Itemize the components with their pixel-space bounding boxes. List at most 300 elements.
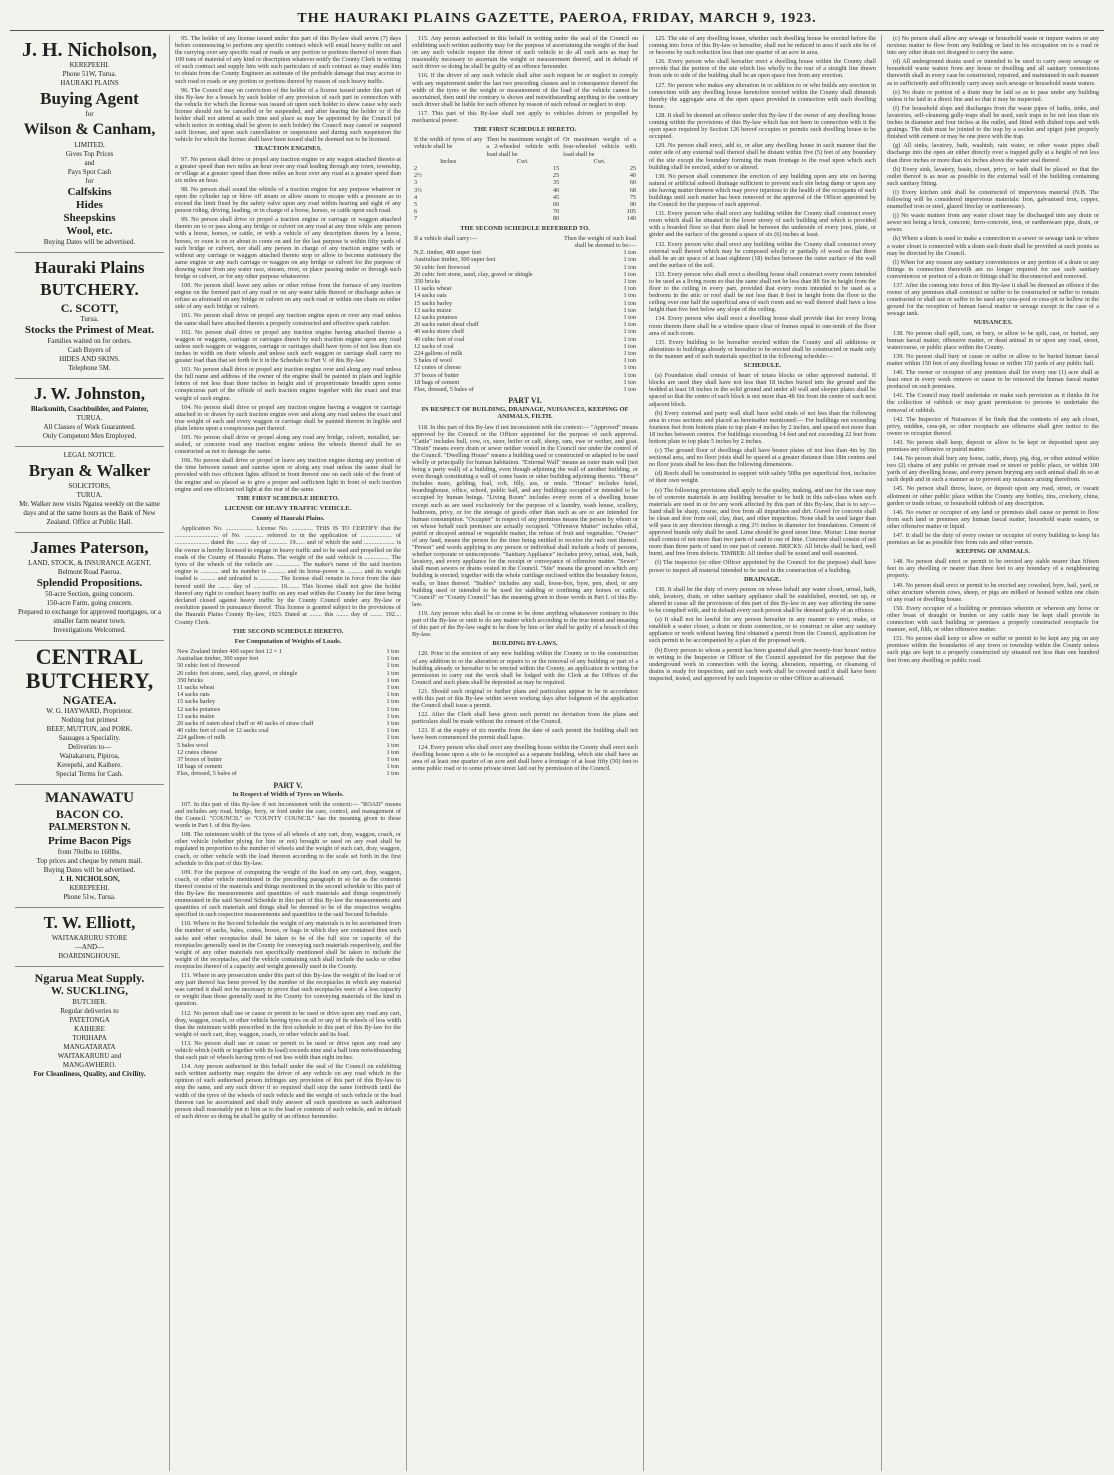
ad-line: MANGATARATA: [63, 1043, 116, 1051]
table-cell: 37 boxes of butter: [414, 371, 459, 379]
table-row: [412, 292, 638, 299]
table-cell: 1 ton: [623, 371, 636, 379]
part-heading: PART VI.: [508, 396, 542, 406]
ad-emphasis: Splendid Propositions.: [36, 577, 143, 589]
ad-line: Buying Dates will be advertised.: [43, 238, 136, 246]
table-cell: 12 crates cheese: [177, 748, 218, 756]
table-header: If the width of tyres of any vehicle shall be: [414, 136, 483, 151]
ad-line: Prepared to exchange for approved mortgages, or a smaller farm nearer town.: [17, 608, 162, 625]
section-heading: THE SECOND SCHEDULE HERETO.: [232, 627, 344, 635]
paragraph: 139. No person shall bury or cause or suffer or allow to be buried human faecal matter within 150 feet of any dwelling house or within 150 yards of any public hall.: [887, 352, 1099, 367]
table-cell: 105: [626, 208, 636, 216]
ad-subheading: BACON CO.: [55, 807, 124, 821]
ad-line: Cash Buyers of: [67, 346, 112, 354]
ad-central-butchery: [15, 641, 164, 785]
ad-line: TORIHAPA: [72, 1034, 107, 1042]
table-cell: 350 bricks: [414, 277, 440, 285]
table-cell: 2½: [414, 172, 422, 180]
table-row: [412, 285, 638, 292]
ad-line: WAITAKARURU and: [57, 1052, 122, 1060]
table-row: [412, 328, 638, 335]
table-cell: Australian timber, 300 super feet: [177, 655, 259, 663]
table-cell: 50 cubic feet of firewood: [177, 662, 240, 670]
table-cell: 15 sacks barley: [177, 698, 216, 706]
table-row: [412, 357, 638, 364]
ad-line: WAITAKARURU STORE: [51, 934, 128, 942]
paragraph: (j) No waste matters from any water closet may be discharged into any drain or sewer not being a brick, concrete, ferro-concrete, iron, or earthenware pipe, drain, or sewer.: [887, 212, 1099, 234]
table-unit: Cwt.: [593, 157, 606, 165]
ad-line: Deliveries to—: [68, 743, 111, 751]
ad-line: Turua.: [80, 315, 99, 323]
paragraph: 112. No person shall use or cause or permit to be used or drive upon any road any cart, dray, waggon, coach, or other vehicle having tyres on all or any of its wheels of less width than the minimum width prescribed in the first schedule to this part of this By-law for the weight of such cart, dray, waggon, coach, or other vehicle and its load.: [175, 1009, 401, 1038]
table-cell: 20 cubic feet stone, sand, clay, gravel, or shingle: [177, 669, 298, 677]
table-cell: 1 ton: [386, 691, 399, 699]
table-cell: 20 cubic feet stone, sand, clay, gravel or shingle: [414, 270, 533, 278]
table-row: [412, 187, 638, 194]
load-weights-table: [175, 648, 401, 778]
paragraph: 123. If at the expiry of six months from the date of such permit the building shall not have been commenced the permit shall lapse.: [412, 727, 638, 742]
table-cell: 75: [629, 193, 636, 201]
section-heading: SCHEDULE.: [743, 362, 782, 370]
table-cell: 40: [552, 186, 560, 194]
table-cell: 12 sacks potatoes: [177, 705, 221, 713]
paragraph: 104. No person shall drive or propel any traction engine having a waggon or carriage attached to or drawn by such traction engine over and along any road unless the exact and true weight of each and every waggon or carriage shall be painted thereon in legible and plain letters upon a conspicuous part thereof.: [175, 403, 401, 432]
ad-heading: Hauraki Plains: [34, 258, 145, 277]
section-heading: County of Hauraki Plains.: [251, 514, 325, 522]
ad-line: Phone 51W, Turua.: [62, 70, 117, 78]
table-cell: 1 ton: [623, 335, 636, 343]
ad-emphasis: Stocks the Primest of Meat.: [24, 324, 155, 336]
ad-paterson: [15, 533, 164, 641]
ad-heading: J. W. Johnston,: [33, 384, 146, 403]
paragraph: (d) All underground drains used or intended to be used to carry away sewage or household waste waters from any house or dwelling and all sanitary connections therewith shall in every case be constructed, repaired, and maintained in such manner as to sufficiently and efficiently carry away such sewage or household waste waters.: [887, 58, 1099, 87]
ad-line: All Classes of Work Guaranteed.: [43, 423, 136, 431]
paragraph: (f) For household slops and discharges from the waste pipes of baths, sinks, and lavatories, self-cleansing gully-traps shall be used, such traps to be not less than six inches in diameter and four inches at the outlet, and fitted with dished tops and with gratings. The dish must be jointed to the trap by a socket and spigot joint properly finished with cement or may be one piece with the trap.: [887, 104, 1099, 141]
paragraph: 125. The site of any dwelling house, whether such dwelling house be erected before the coming into force of this By-law or hereafter, shall not be reduced in area if such site be of or become by such reduction less than one quarter of an acre in area.: [649, 35, 876, 57]
ad-line: Investigations Welcomed.: [53, 626, 126, 634]
table-row: [175, 756, 401, 763]
table-cell: 11 sacks wheat: [177, 684, 215, 692]
ad-line: 50-acre Section, going concern.: [45, 590, 134, 598]
paragraph: (h) Every sink, lavatory, basin, closet, privy, or bath shall be placed so that the outlet thereof is as near as possible to the external wall of the building containing such sanitary fitting.: [887, 165, 1099, 187]
paragraph: (i) Every kitchen sink shall be constructed of impervious material (N.B. The following will be considered impervious materials: Iron, galvanised iron, copper, enamelled iron or steel, glazed fireclay or earthenware).: [887, 188, 1099, 211]
paragraph: 95. The holder of any license issued under this part of this By-law shall seven (7) days before commencing to perform any specific contract which will entail heavy traffic on and the carrying over any specific road or roads or any portion or portions thereof of more than 100 tons of material of any kind or description whatever notify the County Clerk in writing of such contract and supply him with such particulars of such contract as may enable him to obtain from the County Engineer an estimate of the probable damage that may accrue to such road or roads or any portion or portions thereof by reason of such heavy traffic.: [175, 35, 401, 85]
table-cell: 1 ton: [623, 292, 636, 300]
ad-line: LAND, STOCK, & INSURANCE AGENT,: [28, 559, 151, 567]
table-cell: 4: [414, 193, 418, 201]
table-cell: 1 ton: [386, 676, 399, 684]
tyre-width-table: [412, 136, 638, 222]
table-header: If a vehicle shall carry:—: [414, 234, 478, 242]
ad-line: Special Terms for Cash.: [55, 770, 124, 778]
table-row: [175, 720, 401, 727]
paragraph: 136. It shall be the duty of every person on whose behalf any water closet, urinal, bath, sink, lavatory, drain, or other sanitary appliance shall be established, erected, set up, or altered to cause all the provisions of this part of this By-law in any way affecting the same to be complied with, and in default every such person shall be deemed guilty of an offence.: [649, 585, 876, 615]
ad-line: J. H. NICHOLSON,: [59, 875, 120, 883]
paragraph: 115. Any person authorised in this behalf in writing under the seal of the Council on exhibiting such written authority may for the purpose of ascertaining the weight of the load on any such vehicle require the driver of such vehicle to do all such acts as may be reasonably necessary to ascertain the weight or measurement thereof, and in default of such driver so doing he shall be guilty of an offence hereunder.: [412, 35, 638, 71]
ad-emphasis: Wool, etc.: [66, 225, 113, 237]
section-heading: DRAINAGE.: [743, 575, 782, 583]
table-cell: 1 ton: [623, 321, 636, 329]
section-heading: THE FIRST SCHEDULE HERETO.: [473, 126, 577, 134]
paragraph: 143. No person shall keep, deposit or allow to be kept or deposited upon any premises any offensive or putrid matter.: [887, 438, 1099, 453]
section-heading: KEEPING OF ANIMALS.: [956, 548, 1030, 556]
ad-line: Sausages a Speciality.: [58, 734, 121, 742]
table-cell: 1 ton: [623, 285, 636, 293]
section-heading: In Respect of Width of Tyres on Wheels.: [232, 790, 344, 798]
paragraph: 107. In this part of this By-law if not inconsistent with the context:— "ROAD" means and includes any road, bridge, ferry, or ford under the care, control, and management of the Council. "COUNCIL" or "COUNTY COUNCIL" has the meaning given to these words in Part I. of this By-law.: [175, 800, 401, 830]
table-cell: 15: [552, 165, 560, 173]
table-cell: 1 ton: [623, 277, 636, 285]
ad-manawatu-bacon: [15, 785, 164, 908]
table-cell: 37 boxes of butter: [177, 756, 222, 764]
table-cell: Flax, dressed, 5 bales of: [414, 386, 474, 394]
table-cell: 1 ton: [386, 748, 399, 756]
paragraph: 151. No person shall keep or allow or suffer or permit to be kept any pig on any premises within the boundaries of any town or township within the County unless such pigs are kept in a properly constructed sty situated not less than one hundred feet from any dwelling or public road.: [887, 635, 1099, 664]
paragraph: 108. The minimum width of the tyres of all wheels of any cart, dray, waggon, coach, or other vehicle (whether plying for hire or not) brought or used on any road shall be regulated in proportion to the number of wheels and the weight of such cart, dray, waggon, coach, or other vehicle with the load thereon according to the scale set forth in the first schedule to this part of this By-law.: [175, 831, 401, 867]
paragraph: 119. Any person who shall be or come to be done anything whatsoever contrary to this part of the By-law or omit to do any matter which according to the true intent and meaning of this part of the By-law ought to be done by him or her shall be guilty of a breach of this By-law.: [412, 609, 638, 639]
table-cell: 1 ton: [386, 648, 399, 656]
table-cell: 20 sacks oaten sheaf chaff: [414, 321, 479, 329]
schedule-item: (f) The inspector (or other Officer appointed by the Council for the purpose) shall have power to inspect all material intended to be used in the construction of a building.: [649, 559, 876, 574]
table-row: [412, 249, 638, 256]
paragraph: 97. No person shall drive or propel any traction engine or any wagon attached thereto at a greater speed than two miles an hour over any road leading through any town, township, or village at a greater speed than three miles an hour over any road at a greater speed than six miles an hour.: [175, 155, 401, 184]
section-heading: NUISANCES.: [973, 319, 1013, 327]
ad-line: and: [84, 159, 95, 167]
table-row: [412, 256, 638, 263]
paragraph: 127. No person who makes any alteration in or addition to or who builds any erection in connection with any dwelling house heretofore erected within the County shall diminish thereby the aggregate area of the open space provided in connection with such dwelling house.: [649, 81, 876, 110]
table-cell: 3½: [414, 186, 422, 194]
paragraph: 137. After the coming into force of this By-law it shall be deemed an offence if the owner of any premises shall construct or suffer to be constructed or suffer to remain constructed or shall use or suffer to be used any cess-pool or cess-pit or hollow in the ground for the reception of human faecal matter or sewage except in the case of a sewage tank.: [887, 282, 1099, 318]
table-cell: 1 ton: [386, 662, 399, 670]
ad-subheading: NGATEA.: [62, 693, 117, 707]
table-row: [412, 271, 638, 278]
paragraph: 150. Every occupier of a building or premises wherein or whereon any horse or other beast of draught or burden or any cattle may be kept shall provide in connection with such building or premises a properly constructed receptacle for manure, soil, filth, or other offensive matter.: [887, 604, 1099, 634]
schedule-item: (c) The ground floor of dwellings shall have bearer plates of not less than 4in by 3in sectional area, and no floor joists shall be spaced at a greater distance than 18in centres and no floor joists shall be less than the following dimensions.: [649, 447, 876, 469]
ad-line: Belmont Road Paeroa.: [57, 568, 122, 576]
paragraph: 118. In this part of this By-law if not inconsistent with the context:— "Approved" means approved by the Council or the Officer appointed for the purpose of such approval. "Cattle" includes bull, cow, ox, steer, heifer or calf, sheep, ram, ewe or wether, and goat. "Drain" means every drain or sewer neither vested in the Council nor under the control of the Council. "Dwelling House" means a building used or constructed or adapted to be used wholly or principally for human habitation. "External Wall" means an outer main wall (not being a party wall) of a building, even though adjoining the wall of another building, or even though constituting a wall of some basin or other building adjoining thereto. "Horse" includes mare, gelding, foal, colt, filly, ass, or mule. "House" includes hotel, boardinghouse, office, school, public hall, and any buildings occupied or intended to be occupied by human beings. "Living Room" includes every room of a dwelling house except such as are used exclusively for the purpose of a laundry, wash house, scullery, bathroom, privy, or for the storage of goods other than such as are or are intended for human consumption. "Occupier" in respect of any premises means the person by whom or on whose behalf such premises are actually occupied. "Offensive Matter" includes offal, putrid or decayed animal or vegetable matter, the refuse of fruit and vegetables. "Owner" of any land, means the person for the time being entitled to receive the rack rent thereof. "Person" and words applying to any person or individual shall include a body of persons, whether corporate or unincorporate. "Sanitary Appliance" includes privy, urinal, sink, bath, lavatory, and every appliance for the receipt or conveyance of offensive matter. "Sewer" shall mean sewers or drains vested in the Council. "Site" means the ground on which any building is erected, together with the whole curtilage enclosed within the boundary fences, walls, or lines thereof. "Stables" includes any stall, loose-box, byre, pen, shed, or any building used or intended to be used for stabling or confining any horses or cattle. "Council" or "County Council" has the meaning given to those words in Part I. of this By-law.: [412, 423, 638, 608]
table-header: Then the weight of such load shall be deemed to be:—: [564, 234, 636, 249]
table-cell: 12 sacks potatoes: [414, 313, 458, 321]
bylaw-column-1: [170, 35, 407, 1471]
paragraph: 109. For the purpose of computing the weight of the load on any cart, dray, waggon, coach, or other vehicle mentioned in the preceding paragraph in so far as the contents thereof consist of the materials and things mentioned in the second schedule to this part of this By-law the measurements and quantities of such materials and things respectively enumerated in the said Second Schedule in this part of this By-law the measurements and quantities of such materials and things shall be deemed to be of the respective weights specified in such respective measurements and quantities in the said Second Schedule.: [175, 868, 401, 919]
table-cell: 1 ton: [386, 669, 399, 677]
paragraph: (g) All sinks, lavatory, bath, washtub, rain water, or other waste pipes shall discharge into the open air either directly over a trapped gully at a height of not less than three inches or more than six inches above the water seal thereof.: [887, 142, 1099, 164]
ad-nicholson-buying: [15, 35, 164, 253]
table-cell: 1 ton: [386, 770, 399, 778]
paragraph: 130. No person shall commence the erection of any building upon any site on having natural or artificial subsoil drainage sufficient to prevent such site being damp or upon any site having matter thereon which may prove injurious to the health of the occupants of such buildings until such matter has been removed or the approval of the Officer appointed by the Council for the purpose of such approval.: [649, 172, 876, 209]
ad-line: Phone 51w, Turua.: [63, 893, 116, 901]
table-row: [175, 655, 401, 662]
paragraph: 131. Every person who shall erect any building within the County shall construct every room which shall be situated in the lower storey of such building and which is provided with a boarded floor so that there shall be between the underside of every joist, plate, or girder and the surface of the ground a space of six (6) inches at least.: [649, 210, 876, 239]
section-heading: IN RESPECT OF BUILDING, DRAINAGE, NUISANCES, KEEPING OF ANIMALS, FILTH.: [421, 406, 629, 421]
table-cell: 25: [629, 165, 636, 173]
ad-line: BUTCHER.: [72, 998, 107, 1006]
paragraph: 100. No person shall leave any ashes or other refuse from the furnace of any traction engine on the formed part of any road or on any water table thereof or discharge ashes or refuse as aforesaid on any bridge or culvert on any such road or within one chain on either side of any such bridge or culvert.: [175, 282, 401, 311]
ad-heading: MANAWATU: [45, 790, 134, 806]
ad-line: Nothing but primest: [61, 716, 118, 724]
ad-hauraki-butchery: [15, 253, 164, 379]
table-cell: 1 ton: [623, 350, 636, 357]
paragraph: 148. No person shall erect or permit to be erected any stable nearer than fifteen feet to any dwelling or nearer than three feet to any boundary of a neighbouring property.: [887, 558, 1099, 580]
ad-line: Telephone 5M.: [68, 364, 111, 372]
table-cell: 1 ton: [386, 741, 399, 749]
table-row: [412, 350, 638, 357]
paragraph: 117. This part of this By-law shall not apply to vehicles driven or propelled by mechanical power.: [412, 109, 638, 125]
table-header: Or maximum weight of a four-wheeled vehicle with load shall be: [563, 136, 636, 158]
table-cell: 1 ton: [386, 655, 399, 663]
table-row: [412, 386, 638, 393]
ad-line: Families waited on for orders.: [47, 337, 132, 345]
paragraph: 113. No person shall use or cause or permit to be used or drive upon any road any vehicle which (with or together with its load) exceeds nine and a half tons notwithstanding that each pair of wheels having tyres of not less width than eight inches.: [175, 1039, 401, 1062]
ad-line: For Cleanliness, Quality, and Civility.: [33, 1070, 146, 1078]
table-cell: 224 gallons of milk: [414, 350, 463, 357]
ad-elliott: [15, 908, 164, 967]
ad-line: Gives Top Prices: [65, 150, 114, 158]
paragraph: 121. Should such original or further plans and particulars appear to be in accordance with this part of this By-law within seven working days after lodgment of the application the Council shall issue a permit.: [412, 687, 638, 710]
ad-line: PATETONGA: [69, 1016, 110, 1024]
table-cell: 14 sacks oats: [414, 292, 447, 300]
ad-line: KEREPEEHI.: [69, 61, 110, 69]
second-schedule-table: [412, 235, 638, 393]
paragraph: (l) When for any reason any sanitary conveniences or any portion of a drain or any fittings in connection therewith are no longer required for use such sanitary conveniences or portion of a drain or fittings shall be disconnected and removed.: [887, 258, 1099, 280]
schedule-item: (d) Roofs shall be constructed to support with safety 50lbs per superficial foot, inclusive of their own weight.: [649, 470, 876, 485]
ad-line: Kerepehi, and Kaihere.: [57, 761, 122, 769]
table-row: [412, 278, 638, 285]
paragraph: 105. No person shall drive or propel along any road any bridge, culvert, metalled, tar-sealed, or concrete road any traction engine unless the wheels thereof shall be so constructed as not to damage the same.: [175, 433, 401, 456]
ad-heading: J. H. Nicholson,: [21, 39, 158, 61]
table-cell: 1 ton: [623, 328, 636, 336]
ad-line: Mr. Walker now visits Ngatea weekly on the same days and at the same hours as the Bank of New Zealand. Office at Public Hall.: [19, 500, 160, 526]
table-cell: 1 ton: [623, 364, 636, 372]
table-row: [412, 300, 638, 307]
table-row: [412, 314, 638, 321]
table-cell: 35: [552, 179, 560, 187]
paragraph: 99. No person shall drive or propel a traction engine or carriage or waggon attached thereto on to or pass along any bridge or culvert on any road at any time while any person with a horse, horses, or cattle, or with a vehicle of any description drawn by a horse, horses, or oxen is on or about to come on and for the last purpose is within fifty yards of such bridge or culvert, nor shall any person in charge of any traction engine with or without any carriage or waggon attached thereto stop or allow to become stationary the same engine or any such carriage or waggon on any bridge or culvert for the purpose of drawing water from any water race, stream, river, or place passing under or through such bridge or culvert, or for any other purpose whatsoever.: [175, 216, 401, 280]
paragraph: 101. No person shall drive or propel any traction engine upon or over any road unless the same shall have attached thereto a properly constructed and effective spark catcher.: [175, 312, 401, 327]
table-cell: 224 gallons of milk: [177, 734, 226, 742]
ad-subheading: PALMERSTON N.: [48, 822, 131, 833]
ads-column: [10, 35, 170, 1471]
table-row: [175, 742, 401, 749]
table-cell: 14 sacks oats: [177, 691, 210, 699]
paragraph: 149. No person shall erect or permit to be erected any cowshed, byre, bail, yard, or other structure wherein cows, sheep, or pigs are milked or housed within one chain of any road or dwelling house.: [887, 581, 1099, 603]
bylaw-column-2: [407, 35, 644, 1471]
section-heading: THE SECOND SCHEDULE REFERRED TO.: [460, 224, 590, 232]
table-cell: 68: [629, 186, 636, 194]
columns: [10, 35, 1104, 1471]
bylaw-column-4: [882, 35, 1104, 1471]
table-cell: 1 ton: [623, 386, 636, 394]
ad-heading: Ngarua Meat Supply.: [34, 971, 145, 985]
ad-line: HIDES AND SKINS.: [59, 355, 120, 363]
ad-line: BEEF, MUTTON, and PORK.: [46, 725, 133, 733]
table-row: [175, 662, 401, 669]
table-cell: New Zealand timber 400 super feet 12 × 1: [177, 648, 282, 656]
table-cell: 15 sacks barley: [414, 299, 453, 307]
ad-line: HAURAKI PLAINS: [60, 79, 119, 87]
table-cell: 1 ton: [623, 263, 636, 271]
paragraph: 124. Every person who shall erect any dwelling house within the County shall erect such dwelling house upon a site to be occupied as a separate building, which site shall have an area of at least one quarter of an acre and shall have a frontage of at least fifty (50) feet to some public road or to some private street laid out by permission of the Council.: [412, 743, 638, 772]
paragraph: 98. No person shall sound the whistle of a traction engine for any purpose whatever or open the cylinder tap or blow off steam or allow steam to escape with a pressure as to exceed the limit fixed by the safety valve upon any road within hearing and sight of any person riding, driving, leading, or in charge of a horse, horses, or cattle upon such road.: [175, 185, 401, 215]
ad-line: TURUA.: [76, 491, 103, 499]
table-row: [412, 208, 638, 215]
table-row: [412, 165, 638, 172]
table-cell: 50 cubic feet firewood: [414, 263, 470, 271]
table-cell: 40 sacks straw chaff: [414, 328, 465, 336]
paragraph: 110. Where in the Second Schedule the weight of any materials is to be ascertained from the number of sacks, bales, crates, boxes, or bags in which they are contained then such sacks and other receptacles shall be taken to be of the full size or capacity of the receptacles generally used in the County for conveying such materials respectively, and the weight of any other materials not specifically mentioned shall be taken to include the weight of the receptacles, and the vehicle containing such shall include the sacks or other receptacles thereof of a capacity and weight generally used in the County.: [175, 920, 401, 970]
table-cell: 60: [552, 201, 560, 209]
table-row: [175, 691, 401, 698]
paragraph: 146. No owner or occupier of any land or premises shall cause or permit to flow from such land or premises any human faecal matter, household waste waters, or other offensive matter or liquid.: [887, 508, 1099, 530]
paragraph: 122. After the Clerk shall have given such permit no deviation from the plans and particulars shall be made without the consent of the Council.: [412, 711, 638, 726]
table-cell: N.Z. timber, 400 super feet: [414, 249, 481, 257]
table-row: [175, 763, 401, 770]
paragraph: 140. The owner or occupier of any premises shall for every one (1) acre shall at least once in every week remove or cause to be removed the human faecal matter produced on such premises.: [887, 369, 1099, 391]
table-cell: 1 ton: [623, 342, 636, 350]
schedule-item: (a) Foundation shall consist of heart of totara blocks or other approved material. If blocks are used they shall have not less than 18 inches buried into the ground and the bedded at least 18 inches in the solid ground and under all wall and sleeper plates shall be spaced so that the centre of each block is not more than 4ft 6in from the centre of each next adjacent block.: [649, 372, 876, 408]
table-cell: 13 sacks maize: [414, 306, 452, 314]
table-row: [412, 364, 638, 371]
table-cell: 12 crates of cheese: [414, 364, 461, 372]
table-row: [412, 379, 638, 386]
ad-heading: T. W. Elliott,: [43, 913, 136, 932]
paragraph: 106. No person shall drive or propel or leave any traction engine during any portion of the time between sunset and sunrise upon or along any road unless the same shall be provided with two efficient lights affixed in front thereof one on each side of the front of the engine and so placed as to give a proper and sufficient light in front of such traction engine and one efficient red light at the rear of the same.: [175, 457, 401, 493]
table-row: [412, 172, 638, 179]
table-cell: 350 bricks: [177, 676, 203, 684]
ad-subheading: Wilson & Canham,: [23, 121, 156, 138]
table-cell: 1 ton: [623, 357, 636, 365]
ad-line: Blacksmith, Coachbuilder, and Painter,: [30, 405, 149, 413]
table-cell: 1 ton: [386, 756, 399, 764]
paragraph: 141. The Council may itself undertake or make such provision as it thinks fit for the collection of rubbish or may grant permission to persons to undertake the removal of rubbish.: [887, 392, 1099, 414]
table-row: [412, 321, 638, 328]
table-cell: 5 bales wool: [177, 741, 209, 749]
section-heading: For Computation of Weights of Loads.: [234, 637, 342, 645]
paragraph: 126. Every person who shall hereafter erect a dwelling house within the County shall provide that the portion of the site which lies wholly to the rear of a straight line drawn from side to side of the building shall be an open space free from any erection.: [649, 58, 876, 80]
table-row: [175, 734, 401, 741]
ad-line: Top prices and cheque by return mail.: [36, 857, 143, 865]
table-cell: 11 sacks wheat: [414, 285, 452, 293]
bylaw-column-3: [644, 35, 882, 1471]
table-cell: 1 ton: [623, 378, 636, 386]
license-form: Application No. .................. License No. .............. THIS IS TO CERTIFY that the ............................ of No. ............ referred to in the application of .................... of ...................... dated the ........ day of ............ 19...... and of which the said .................... is the owner is hereby licensed to engage in heavy traffic and to be used and propelled on the roads of the County of Hauraki Plains. The weight of the said vehicle is ................ The tyres of the wheels of the vehicle are ................ The maker's name of the said traction engine is ............ and its number is ........... and its horse-power is .......... and its weight loaded is .......... and unloaded is ............ The license shall remain in force from the date hereof until the ........ day of ................ 19........ This license shall not give the holder thereof any right to conduct heavy traffic on any road within the County for the time being declared closed against heavy traffic by the County Council under any By-law or resolution passed in pursuance thereof. This license is granted subject to the provisions of the Hauraki Plains County By-law, 1923. Dated at ........ this ........ day of ........ 192.... County Clerk.: [175, 525, 401, 626]
ad-line: Regular deliveries to: [60, 1007, 119, 1015]
section-heading: THE FIRST SCHEDULE HERETO.: [236, 494, 340, 502]
table-row: [175, 698, 401, 705]
table-cell: 80: [552, 215, 560, 223]
table-cell: 25: [552, 172, 560, 180]
ad-emphasis: Hides: [76, 199, 103, 211]
paragraph: (e) No drain or portion of a drain may be laid so as to pass under any building unless it be laid in a direct line and so that it may be inspected.: [887, 88, 1099, 103]
table-row: [175, 684, 401, 691]
table-cell: 1 ton: [623, 306, 636, 314]
ad-line: BOARDINGHOUSE.: [58, 952, 121, 960]
section-heading: TRACTION ENGINES.: [254, 145, 322, 153]
ad-line: LEGAL NOTICE.: [63, 451, 116, 459]
paragraph: 147. It shall be the duty of every owner or occupier of every building to keep his premises as far as possible free from rats and other vermin.: [887, 532, 1099, 547]
part-heading: PART V.: [273, 780, 303, 790]
table-row: [175, 677, 401, 684]
table-cell: 40: [629, 172, 636, 180]
table-row: [412, 372, 638, 379]
ad-emphasis: Calfskins: [67, 186, 112, 198]
table-row: [412, 201, 638, 208]
table-cell: 18 bags of cement: [414, 378, 460, 386]
table-cell: 40 cubic feet of coal or 12 sacks coal: [177, 727, 269, 735]
table-cell: 1 ton: [386, 705, 399, 713]
paragraph: 129. No person shall erect, add to, or alter any dwelling house in such manner that the outer side of any external wall thereof shall be distant within five (5) feet of any boundary of the site except the boundary forming the main frontage to the road upon which such building shall be erected, sided to or altered.: [649, 142, 876, 171]
section-heading: BUILDING BY-LAWS.: [492, 640, 558, 648]
ad-line: MANGAWHERO.: [62, 1061, 117, 1069]
table-cell: 20 sacks of oaten sheaf chaff or 40 sacks of straw chaff: [177, 720, 314, 728]
ad-heading: BUTCHERY.: [40, 280, 139, 299]
table-row: [412, 336, 638, 343]
paragraph: (b) Every person to whom a permit has been granted shall give twenty-four hours' notice in writing to the Inspector or Officer of the Council appointed for the purpose that the underground work in connection with the laying, alteration, repairing, or cleansing of drains is ready for inspection, and no such work shall be covered until it shall have been inspected, tested, and approved by such Inspector or other Officer as aforesaid.: [649, 646, 876, 682]
table-row: [412, 307, 638, 314]
table-cell: 1 ton: [386, 727, 399, 735]
table-row: [412, 264, 638, 271]
table-cell: 12 sacks of coal: [414, 342, 454, 350]
ad-line: 150-acre Farm, going concern.: [46, 599, 133, 607]
table-row: [175, 727, 401, 734]
ad-johnston: [15, 379, 164, 447]
paragraph: 133. Every person who shall erect a dwelling house shall construct every room intended to be used as a living room so that the same shall not be less than 8ft 6in in height from the floor to the ceiling in every part, provided that every room intended to be used as a bedroom in the attic or roof shall be not less than 8 feet in height from the floor to the ceiling over one half the superficial area of such room and no wall thereof shall have a less height than five feet below any slope of the ceiling.: [649, 270, 876, 314]
ad-emphasis: Sheepskins: [63, 212, 116, 224]
schedule-item: (b) Every external and party wall shall have solid studs of not less than the following area in cross sections and placed as hereinafter mentioned:— For buildings not exceeding fourteen feet from bottom plate to top plate 4 inches by 2 inches, and spaced not more than 18 inches between centres. For buildings exceeding 14 feet and not exceeding 22 feet from bottom plate to top plate 5 inches by 2 inches.: [649, 409, 876, 445]
table-cell: 1 ton: [623, 270, 636, 278]
ad-line: from 70olbs to 160lbs.: [57, 848, 122, 856]
table-row: [175, 713, 401, 720]
table-cell: 6: [414, 208, 418, 216]
ad-line: SOLICITORS,: [68, 482, 111, 490]
ad-line: for: [85, 177, 94, 185]
ad-emphasis: Prime Bacon Pigs: [47, 835, 132, 847]
table-row: [175, 749, 401, 756]
paragraph: 144. No person shall bury any horse, cattle, sheep, pig, dog, or other animal within two (2) chains of any public or private road or street or public place, or within 100 yards of any dwelling house, and every person burying any such animal shall do so at such depth and in such a manner as to prevent any nuisance arising therefrom.: [887, 455, 1099, 484]
paragraph: 102. No person shall drive or propel any traction engine having attached thereto a waggon or waggons, carriage or carriages drawn by such traction engine upon any road unless such waggon or waggons, carriage or carriages shall have tyres of not less than six inches in width on their wheels and unless such such waggon or carriage shall carry no greater load than that set forth for it in the Schedule to Part V. of this By-law.: [175, 328, 401, 365]
table-cell: 1 ton: [386, 698, 399, 706]
table-row: [175, 648, 401, 655]
paragraph: 111. Where in any prosecution under this part of this By-law the weight of the load or of any part thereof has been proved by the number of the receptacles in which any material was carried it shall not be necessary to prove that such receptacles were of a less capacity or weight than those generally used in the County for conveying materials of the kind in question.: [175, 972, 401, 1008]
paragraph: 116. If the driver of any such vehicle shall after such request be or neglect to comply with any requirement under the last two preceding clauses and in consequence thereof the width of the tyres or the weight or measurement of the load of the vehicle cannot be ascertained, then until the contrary is shown and notwithstanding anything to the contrary such driver shall be liable for such offence by reason of such refusal or neglect to stop.: [412, 72, 638, 108]
ad-line: KEREPEEHI.: [69, 884, 110, 892]
ad-subheading: Buying Agent: [40, 89, 139, 108]
table-cell: 1 ton: [623, 313, 636, 321]
ad-line: TURUA.: [76, 414, 103, 422]
paragraph: 135. Every building to be hereafter erected within the County and all additions or alterations to buildings already or hereafter to be erected shall be constructed or made only in the manner and of such materials specified in the following schedule:—: [649, 338, 876, 360]
table-cell: 13 sacks maize: [177, 712, 215, 720]
paragraph: 132. Every person who shall erect any building within the County shall construct every external wall thereof which may be composed wholly or partially of wood so that there shall be an air space of at least eighteen (18) inches between the outer surface of the wall and the surface of the soil.: [649, 240, 876, 269]
paragraph: (a) It shall not be lawful for any person hereafter in any manner to erect, make, or establish a water closet, a drain or drain connection, or to construct or alter any sanitary appliance or work without having first obtained a permit from the Council, application for such permit to be accompanied by a plan of the proposed work.: [649, 616, 876, 645]
ad-bryan-walker: [15, 447, 164, 533]
ad-ngarua-meat: [15, 967, 164, 1084]
paragraph: 120. Prior to the erection of any new building within the County or to the construction of any addition to or the alteration or repairs to or the removal of any building or part of a building already or hereafter to be erected within the County, an application in writing for permission to carry out the work shall be lodged with the Clerk at the Offices of the Council and such plans shall be deposited as may be required.: [412, 650, 638, 686]
table-cell: 1 ton: [386, 720, 399, 728]
table-cell: 45: [552, 193, 560, 201]
table-row: [412, 343, 638, 350]
table-row: [412, 194, 638, 201]
ad-heading: BUTCHERY,: [25, 668, 154, 693]
table-cell: 1 ton: [386, 684, 399, 692]
ad-heading: CENTRAL: [35, 644, 144, 669]
table-cell: 1 ton: [386, 734, 399, 742]
table-cell: 40 cubic feet of coal: [414, 335, 465, 343]
table-cell: 7: [414, 215, 418, 223]
table-cell: Australian timber, 300 super feet: [414, 256, 496, 264]
paragraph: 96. The Council may on conviction of the holder of a license issued under this part of this By-law for a breach by such holder of any provision of such part in connection with the vehicle for which the license was issued sit upon such holder to show cause why such license should not be cancelled or be suspended, and after hearing the holder or if the holder shall not attend at such time and place as may be appointed by the Council (of which notice in writing shall be given to such holder) the Council may cancel or suspend such license, and upon such cancellation or suspension and during such suspension the vehicle for which the license shall have been issued shall be deemed not to be licensed.: [175, 86, 401, 144]
ad-line: —AND—: [74, 943, 105, 951]
table-row: [175, 770, 401, 777]
